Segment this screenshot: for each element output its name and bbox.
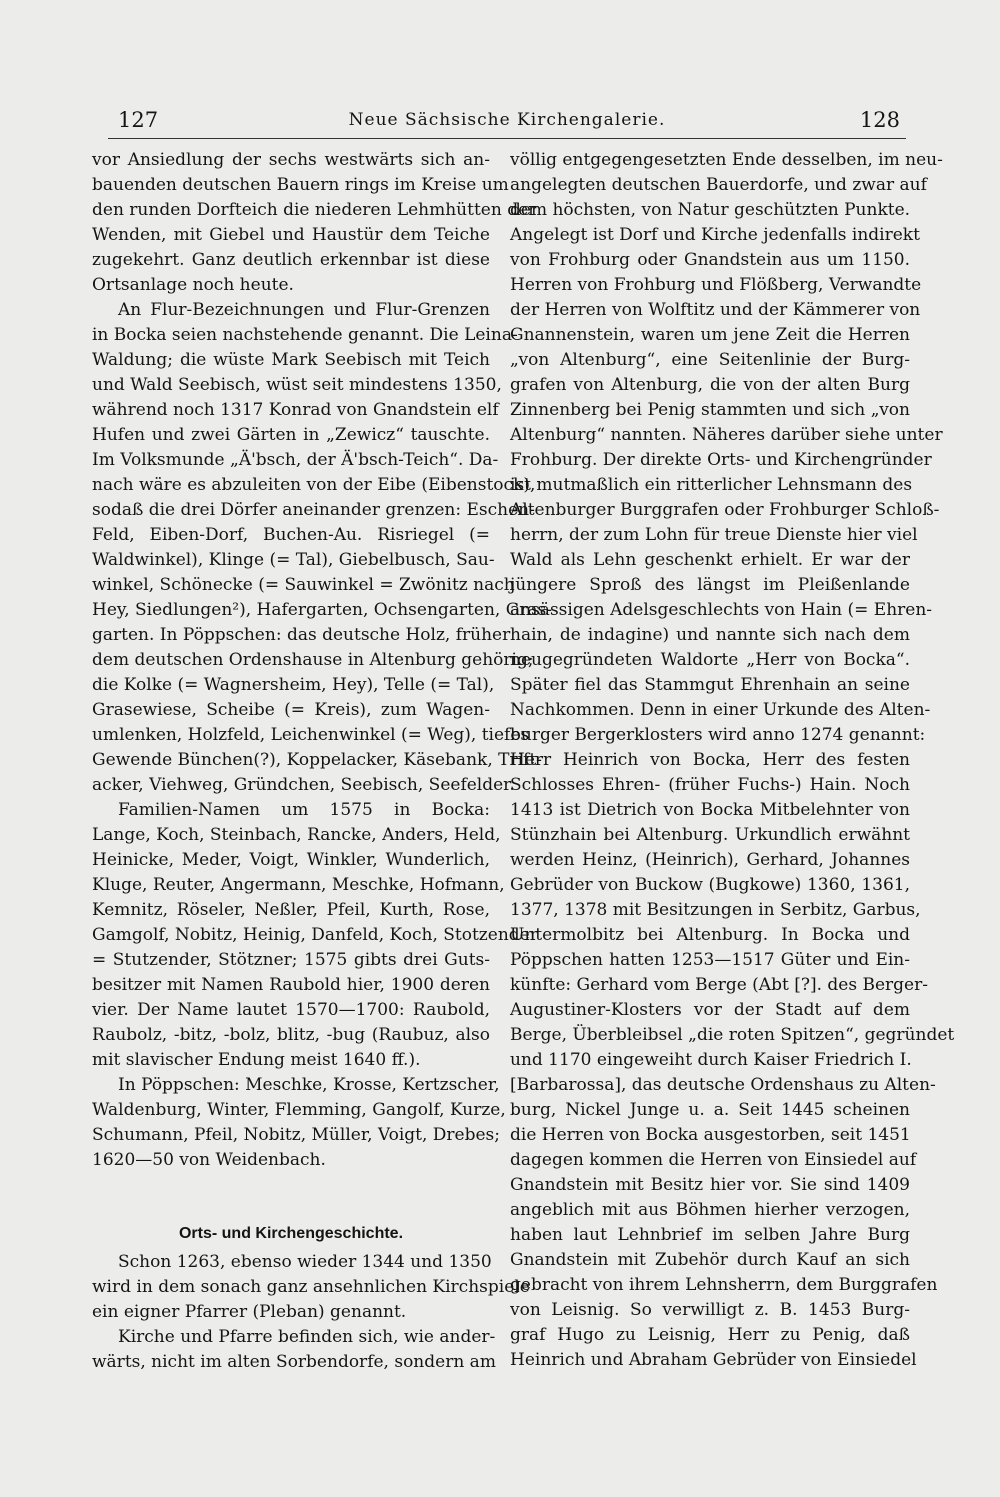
- text-line: winkel, Schönecke (= Sauwinkel = Zwönitz nach: [92, 575, 515, 595]
- text-line: Schlosses Ehren- (früher Fuchs-) Hain. Noch: [510, 775, 910, 795]
- text-line: wärts, nicht im alten Sorbendorfe, sondern am: [92, 1352, 496, 1372]
- text-line: Schumann, Pfeil, Nobitz, Müller, Voigt, Drebes;: [92, 1125, 500, 1145]
- text-line: Gnandstein mit Zubehör durch Kauf an sich: [510, 1250, 910, 1270]
- text-line: graf Hugo zu Leisnig, Herr zu Penig, daß: [510, 1325, 910, 1345]
- text-line: Angelegt ist Dorf und Kirche jedenfalls indirekt: [510, 225, 920, 245]
- text-line: Herren von Frohburg und Flößberg, Verwandte: [510, 275, 922, 295]
- text-line: angelegten deutschen Bauerdorfe, und zwar auf: [510, 175, 927, 195]
- text-line: Später fiel das Stammgut Ehrenhain an seine: [510, 675, 910, 695]
- text-line: Heinrich und Abraham Gebrüder von Einsiedel: [510, 1350, 917, 1370]
- text-line: Schon 1263, ebenso wieder 1344 und 1350: [118, 1252, 492, 1272]
- text-line: der Herren von Wolftitz und der Kämmerer von: [510, 300, 921, 320]
- text-line: = Stutzender, Stötzner; 1575 gibts drei Guts-: [92, 950, 490, 970]
- text-line: Feld, Eiben-Dorf, Buchen-Au. Risriegel (=: [92, 525, 490, 545]
- text-line: von Frohburg oder Gnandstein aus um 1150.: [510, 250, 910, 270]
- left-text-block-2: [92, 1250, 530, 1375]
- text-line: Herr Heinrich von Bocka, Herr des festen: [510, 750, 910, 770]
- text-line: den runden Dorfteich die niederen Lehmhütten der: [92, 200, 537, 220]
- text-line: Stünzhain bei Altenburg. Urkundlich erwähnt: [510, 825, 910, 845]
- text-line: Familien-Namen um 1575 in Bocka:: [118, 800, 490, 820]
- text-line: Altenburg“ nannten. Näheres darüber siehe unter: [510, 425, 943, 445]
- text-line: künfte: Gerhard vom Berge (Abt [?]. des Berger-: [510, 975, 928, 995]
- running-title: Neue Sächsische Kirchengalerie.: [348, 110, 666, 130]
- text-line: Pöppschen hatten 1253—1517 Güter und Ein-: [510, 950, 910, 970]
- text-line: grafen von Altenburg, die von der alten Burg: [510, 375, 910, 395]
- text-line: jüngere Sproß des längst im Pleißenlande: [510, 575, 910, 595]
- text-line: burger Bergerklosters wird anno 1274 genannt:: [510, 725, 926, 745]
- text-line: Gebrüder von Buckow (Bugkowe) 1360, 1361,: [510, 875, 910, 895]
- text-line: ansässigen Adelsgeschlechts von Hain (= Ehren-: [510, 600, 933, 620]
- page-number-left: 127: [118, 108, 159, 132]
- text-line: „von Altenburg“, eine Seitenlinie der Burg-: [510, 350, 910, 370]
- text-line: 1413 ist Dietrich von Bocka Mitbelehnter von: [510, 800, 910, 820]
- text-line: herrn, der zum Lohn für treue Dienste hier viel: [510, 525, 918, 545]
- text-line: während noch 1317 Konrad von Gnandstein elf: [92, 400, 499, 420]
- text-line: Waldung; die wüste Mark Seebisch mit Teich: [92, 350, 490, 370]
- text-line: Ortsanlage noch heute.: [92, 275, 294, 295]
- text-line: Gnannenstein, waren um jene Zeit die Herren: [510, 325, 910, 345]
- text-line: vor Ansiedlung der sechs westwärts sich an-: [92, 150, 490, 170]
- text-line: vier. Der Name lautet 1570—1700: Raubold,: [92, 1000, 490, 1020]
- text-line: dem höchsten, von Natur geschützten Punkte.: [510, 200, 911, 220]
- text-line: Kirche und Pfarre befinden sich, wie ander-: [118, 1327, 496, 1347]
- text-line: Hufen und zwei Gärten in „Zewicz“ tauschte.: [92, 425, 490, 445]
- text-line: nach wäre es abzuleiten von der Eibe (Eibenstock),: [92, 475, 536, 495]
- text-line: Hey, Siedlungen²), Hafergarten, Ochsengarten, Gras-: [92, 600, 553, 620]
- text-line: umlenken, Holzfeld, Leichenwinkel (= Weg), tiefes: [92, 725, 530, 745]
- text-line: dem deutschen Ordenshause in Altenburg gehörig;: [92, 650, 534, 670]
- text-line: burg, Nickel Junge u. a. Seit 1445 scheinen: [510, 1100, 910, 1120]
- text-line: Augustiner-Klosters vor der Stadt auf dem: [510, 1000, 910, 1020]
- text-line: acker, Viehweg, Gründchen, Seebisch, Seefelder.: [92, 775, 515, 795]
- text-line: sodaß die drei Dörfer aneinander grenzen: Eschen-: [92, 500, 535, 520]
- text-line: Kemnitz, Röseler, Neßler, Pfeil, Kurth, Rose,: [92, 900, 490, 920]
- text-line: Raubolz, -bitz, -bolz, blitz, -bug (Raubuz, also: [92, 1025, 490, 1045]
- right-column: [510, 148, 955, 1373]
- text-line: Gewende Bünchen(?), Koppelacker, Käsebank, Trift-: [92, 750, 542, 770]
- text-line: Wenden, mit Giebel und Haustür dem Teiche: [92, 225, 490, 245]
- page-number-right: 128: [859, 108, 900, 132]
- text-line: In Pöppschen: Meschke, Krosse, Kertzscher,: [118, 1075, 500, 1095]
- text-line: und Wald Seebisch, wüst seit mindestens 1350,: [92, 375, 502, 395]
- text-line: Waldenburg, Winter, Flemming, Gangolf, Kurze,: [92, 1100, 506, 1120]
- text-line: 1620—50 von Weidenbach.: [92, 1150, 326, 1170]
- text-line: [Barbarossa], das deutsche Ordenshaus zu Alten-: [510, 1075, 936, 1095]
- text-line: Zinnenberg bei Penig stammten und sich „von: [510, 400, 910, 420]
- text-line: besitzer mit Namen Raubold hier, 1900 deren: [92, 975, 490, 995]
- text-line: hain, de indagine) und nannte sich nach dem: [510, 625, 910, 645]
- text-line: ein eigner Pfarrer (Pleban) genannt.: [92, 1302, 407, 1322]
- text-line: in Bocka seien nachstehende genannt. Die Leina-: [92, 325, 518, 345]
- text-line: dagegen kommen die Herren von Einsiedel auf: [510, 1150, 917, 1170]
- text-line: Gamgolf, Nobitz, Heinig, Danfeld, Koch, Stotzender: [92, 925, 538, 945]
- text-line: An Flur-Bezeichnungen und Flur-Grenzen: [118, 300, 490, 320]
- text-line: werden Heinz, (Heinrich), Gerhard, Johannes: [510, 850, 910, 870]
- text-line: mit slavischer Endung meist 1640 ff.).: [92, 1050, 421, 1070]
- text-line: Grasewiese, Scheibe (= Kreis), zum Wagen-: [92, 700, 490, 720]
- left-text-block-1: [92, 148, 553, 1173]
- text-line: angeblich mit aus Böhmen hierher verzogen,: [510, 1200, 910, 1220]
- left-column: [92, 148, 553, 1375]
- text-line: wird in dem sonach ganz ansehnlichen Kirchspiele: [92, 1277, 530, 1297]
- header-rule: [108, 138, 906, 139]
- text-line: Untermolbitz bei Altenburg. In Bocka und: [510, 925, 910, 945]
- text-line: neugegründeten Waldorte „Herr von Bocka“.: [510, 650, 910, 670]
- text-line: und 1170 eingeweiht durch Kaiser Friedrich I.: [510, 1050, 912, 1070]
- text-line: Altenburger Burggrafen oder Frohburger Schloß-: [510, 500, 940, 520]
- page-header: [108, 108, 906, 136]
- text-line: 1377, 1378 mit Besitzungen in Serbitz, Garbus,: [510, 900, 921, 920]
- text-line: zugekehrt. Ganz deutlich erkennbar ist diese: [92, 250, 490, 270]
- section-heading: Orts- und Kirchengeschichte.: [178, 1225, 404, 1242]
- text-line: Frohburg. Der direkte Orts- und Kirchengründer: [510, 450, 932, 470]
- text-line: Gnandstein mit Besitz hier vor. Sie sind 1409: [510, 1175, 910, 1195]
- text-line: Kluge, Reuter, Angermann, Meschke, Hofmann,: [92, 875, 505, 895]
- text-line: die Herren von Bocka ausgestorben, seit 1451: [510, 1125, 911, 1145]
- text-line: Waldwinkel), Klinge (= Tal), Giebelbusch, Sau-: [92, 550, 495, 570]
- text-line: garten. In Pöppschen: das deutsche Holz, früher: [92, 625, 511, 645]
- text-line: völlig entgegengesetzten Ende desselben, im neu-: [510, 150, 943, 170]
- text-line: Berge, Überbleibsel „die roten Spitzen“, gegründet: [510, 1025, 955, 1045]
- text-line: ist mutmaßlich ein ritterlicher Lehnsmann des: [510, 475, 913, 495]
- text-line: von Leisnig. So verwilligt z. B. 1453 Burg-: [510, 1300, 910, 1320]
- text-line: die Kolke (= Wagnersheim, Hey), Telle (= Tal),: [92, 675, 495, 695]
- text-line: Im Volksmunde „Ä'bsch, der Ä'bsch-Teich“. Da-: [92, 450, 499, 470]
- text-line: haben laut Lehnbrief im selben Jahre Burg: [510, 1225, 910, 1245]
- text-line: Wald als Lehn geschenkt erhielt. Er war der: [510, 550, 910, 570]
- text-line: Heinicke, Meder, Voigt, Winkler, Wunderlich,: [92, 850, 490, 870]
- text-line: Lange, Koch, Steinbach, Rancke, Anders, Held,: [92, 825, 501, 845]
- text-line: gebracht von ihrem Lehnsherrn, dem Burggrafen: [510, 1275, 938, 1295]
- text-line: bauenden deutschen Bauern rings im Kreise um: [92, 175, 509, 195]
- text-line: Nachkommen. Denn in einer Urkunde des Alten-: [510, 700, 931, 720]
